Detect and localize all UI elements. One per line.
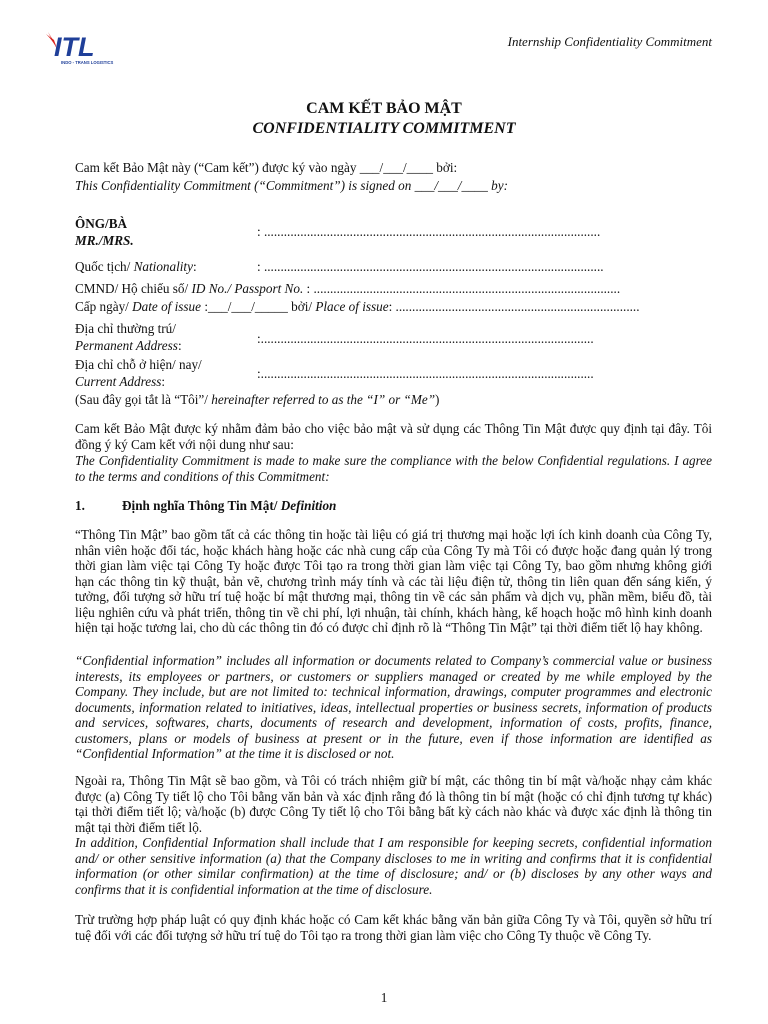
name-label-vietnamese: ÔNG/BÀ [75,216,128,231]
issue-label [75,299,640,315]
nationality-label-english: Nationality [133,259,193,274]
current-address-colon: : [161,374,166,389]
id-field[interactable]: : ............................................................................................. [303,281,621,296]
name-label-english: MR./MRS. [75,233,134,248]
id-label-english: ID No./ Passport No. [191,281,304,296]
refer-note [75,392,439,408]
current-address-label-english: Current Address [75,374,162,389]
issue-label-vietnamese: Cấp ngày/ [75,299,133,314]
additional-paragraph-english: In addition, Confidential Information shall include that I am responsible for keeping secrets, confidential information and/ or other sensitive information (a) that the Company discloses to me in writing and confirms that it is confidential information (or other similar confirmation) at the time of disclosure; and/ or (b) discloses by any other ways and confirms that it is confidential information at the time of disclosure. [75,835,712,897]
permanent-address-label-vietnamese: Địa chỉ thường trú/ [75,321,176,336]
definition-paragraph-english: “Confidential information” includes all information or documents related to Company’s commercial value or business interests, its employees or partners, or customers or suppliers managed or created by me while employed by the Company. They include, but are not limited to: technical information, drawings, computer programmes and electronic documents, information related to initiatives, ideas, intellectual properties or business secrets, information of products and services, softwares, charts, documents of research and development, information of costs, profits, finance, customers, plans or models of business at present or in the future, even if those information are identified as “Confidential Information” at the time it is disclosed or not. [75,653,712,761]
title-vietnamese: CAM KẾT BẢO MẬT [306,100,462,117]
current-address-label-vietnamese: Địa chỉ chỗ ở hiện/ nay/ [75,357,202,372]
intro-vietnamese: Cam kết Bảo Mật này (“Cam kết”) được ký vào ngày ___/___/____ bởi: [75,160,458,175]
id-label-vietnamese: CMND/ Hộ chiếu số/ [75,281,192,296]
current-address-label-english-wrap [75,374,165,390]
id-label [75,281,620,297]
section-number: 1. [75,498,85,513]
refer-note-english: hereinafter referred to as the “I” or “Me” [211,392,436,407]
refer-note-vietnamese: (Sau đây gọi tắt là “Tôi”/ [75,392,212,407]
nationality-label-vietnamese: Quốc tịch/ [75,259,134,274]
nationality-field[interactable]: : ....................................................................................................... [257,259,604,274]
logo-tagline: INDO - TRANS LOGISTICS [61,60,114,65]
ip-paragraph-vietnamese: Trừ trường hợp pháp luật có quy định khác hoặc có Cam kết khác bằng văn bản giữa Công Ty và Tôi, quyền sở hữu trí tuệ đối với các đối tượng sở hữu trí tuệ do Tôi tạo ra trong thời gian làm việc cho Công Ty thuộc về Công Ty. [75,912,712,943]
definition-paragraph-vietnamese: “Thông Tin Mật” bao gồm tất cả các thông tin hoặc tài liệu có giá trị thương mại hoặc lợi ích kinh doanh của Công Ty, nhân viên hoặc đối tác, hoặc khách hàng hoặc các nhà cung cấp của Công Ty mà Tôi có được hoặc đang quản lý trong thời gian làm việc tại Công Ty hoặc được Tôi tạo ra trong thời gian làm việc tại Công Ty, bao gồm nhưng không giới hạn các thông tin kỹ thuật, bản vẽ, chương trình máy tính và các tài liệu điện tử, thông tin liên quan đến sáng kiến, ý tưởng, đối tượng sở hữu trí tuệ hoặc bí mật thương mại, thông tin về các sản phẩm và dịch vụ, phần mềm, biểu đồ, tài liệu nghiên cứu và phát triển, thông tin về chi phí, lợi nhuận, tài chính, khách hàng, kế hoạch hoặc mô hình kinh doanh hiện tại hoặc tương lai, cho dù các thông tin đó có được chỉ định rõ là “Thông Tin Mật” tại thời điểm tiết lộ hay không. [75,527,712,635]
section-title-english: Definition [280,498,337,513]
header-document-title: Internship Confidentiality Commitment [507,34,712,49]
permanent-address-label-english-wrap [75,338,182,354]
issue-place-field[interactable]: : .......................................................................... [388,299,640,314]
section-title-vietnamese: Định nghĩa Thông Tin Mật/ [122,498,281,513]
permanent-address-colon: : [177,338,182,353]
nationality-colon: : [192,259,197,274]
issue-date-label-english: Date of issue [132,299,202,314]
intro-english: This Confidentiality Commitment (“Commitment”) is signed on ___/___/____ by: [75,178,508,193]
current-address-field[interactable]: :..................................................................................................... [257,366,594,381]
issue-date-field[interactable]: :___/___/_____ bởi/ [201,299,316,314]
name-field[interactable]: : ...................................................................................................... [257,224,601,239]
nationality-label [75,259,197,275]
agreement-english: The Confidentiality Commitment is made to make sure the compliance with the below Confidential regulations. I agree to the terms and conditions of this Commitment: [75,453,712,484]
page-number: 1 [380,990,388,1005]
agreement-vietnamese: Cam kết Bảo Mật được ký nhằm đảm bảo cho việc bảo mật và sử dụng các Thông Tin Mật được quy định tại đây. Tôi đồng ý ký Cam kết với nội dung như sau: [75,421,712,452]
section-heading [122,498,336,514]
issue-place-label-english: Place of issue [315,299,389,314]
company-logo [44,30,120,66]
permanent-address-label-english: Permanent Address [75,338,178,353]
logo-wordmark: ITL [54,32,95,62]
permanent-address-field[interactable]: :..................................................................................................... [257,331,594,346]
title-english: CONFIDENTIALITY COMMITMENT [252,120,516,137]
additional-paragraph-vietnamese: Ngoài ra, Thông Tin Mật sẽ bao gồm, và Tôi có trách nhiệm giữ bí mật, các thông tin bí mật và/hoặc nhạy cảm khác được (a) Công Ty tiết lộ cho Tôi bằng văn bản và xác định rằng đó là thông tin bí mật (hoặc có chỉ định tương tự khác) tại thời điểm tiết lộ; và/hoặc (b) được Công Ty tiết lộ cho Tôi bằng bất kỳ cách nào khác và được xác định là thông tin mật tại thời điểm tiết lộ. [75,773,712,835]
refer-note-close: ) [435,392,440,407]
